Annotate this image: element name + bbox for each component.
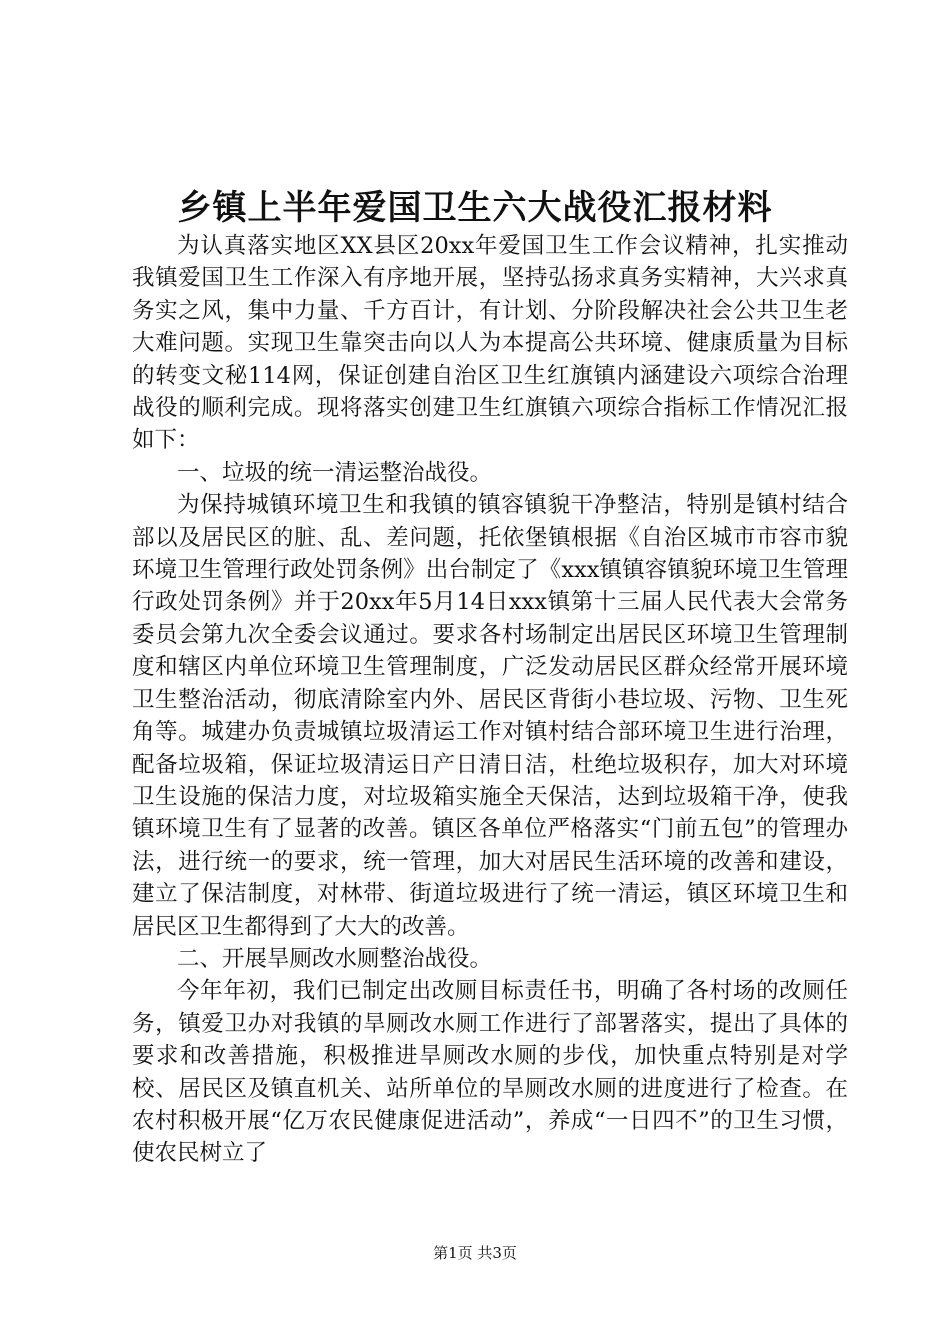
document-title: 乡镇上半年爱国卫生六大战役汇报材料 xyxy=(177,188,773,228)
page-footer: 第1页 共3页 xyxy=(433,1244,517,1262)
paragraph-section-2: 今年年初，我们已制定出改厕目标责任书，明确了各村场的改厕任务，镇爱卫办对我镇的旱厕改水厕工作进行了部署落实，提出了具体的要求和改善措施，积极推进旱厕改水厕的步伐，加快重点特别是对学校、居民区及镇直机关、站所单位的旱厕改水厕的进度进行了检查。在农村积极开展“亿万农民健康促进活动”，养成“一日四不”的卫生习惯，使农民树立了 xyxy=(132,978,848,1167)
paragraph-intro: 为认真落实地区XX县区20xx年爱国卫生工作会议精神，扎实推动我镇爱国卫生工作深入有序地开展，坚持弘扬求真务实精神，大兴求真务实之风，集中力量、千方百计，有计划、分阶段解决社会公共卫生老大难问题。实现卫生靠突击向以人为本提高公共环境、健康质量为目标的转变文秘114网，保证创建自治区卫生红旗镇内涵建设六项综合治理战役的顺利完成。现将落实创建卫生红旗镇六项综合指标工作情况汇报如下： xyxy=(132,233,848,454)
paragraph-section-1: 为保持城镇环境卫生和我镇的镇容镇貌干净整洁，特别是镇村结合部以及居民区的脏、乱、差问题，托依堡镇根据《自治区城市市容市貌环境卫生管理行政处罚条例》出台制定了《xxx镇镇容镇貌环境卫生管理行政处罚条例》并于20xx年5月14日xxx镇第十三届人民代表大会常务委员会第九次全委会议通过。要求各村场制定出居民区环境卫生管理制度和辖区内单位环境卫生管理制度，广泛发动居民区群众经常开展环境卫生整治活动，彻底清除室内外、居民区背街小巷垃圾、污物、卫生死角等。城建办负责城镇垃圾清运工作对镇村结合部环境卫生进行治理，配备垃圾箱，保证垃圾清运日产日清日洁，杜绝垃圾积存，加大对环境卫生设施的保洁力度，对垃圾箱实施全天保洁，达到垃圾箱干净，使我镇环境卫生有了显著的改善。镇区各单位严格落实“门前五包”的管理办法，进行统一的要求，统一管理，加大对居民生活环境的改善和建设，建立了保洁制度，对林带、街道垃圾进行了统一清运，镇区环境卫生和居民区卫生都得到了大大的改善。 xyxy=(132,492,848,940)
section-heading-1: 一、垃圾的统一清运整治战役。 xyxy=(177,459,493,486)
document-body xyxy=(132,230,848,1170)
section-heading-2: 二、开展旱厕改水厕整治战役。 xyxy=(177,945,493,972)
